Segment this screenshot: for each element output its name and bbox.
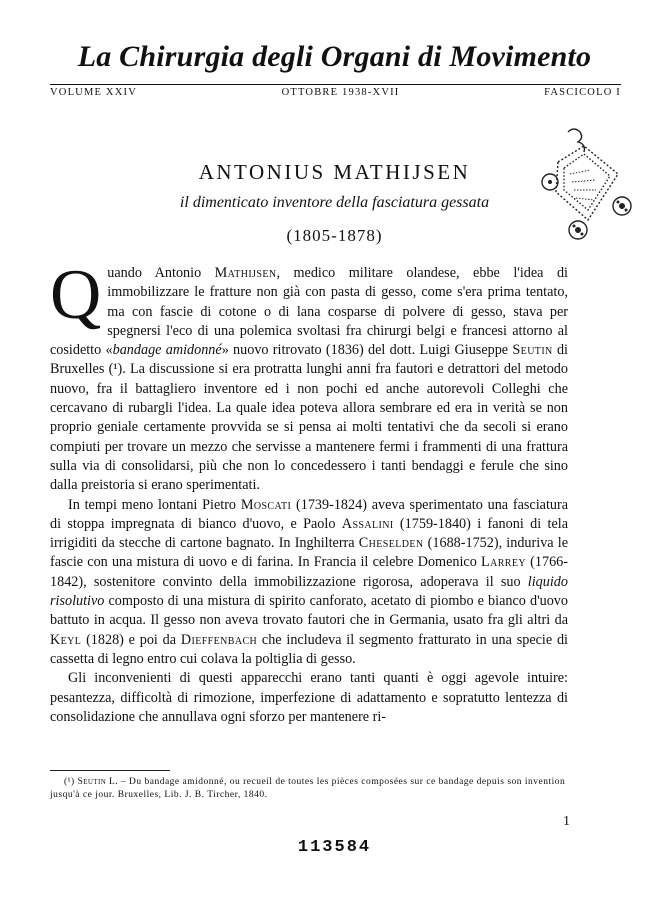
- article-dates: (1805-1878): [286, 226, 383, 245]
- p2-text-6: composto di una mistura di spirito canforato, acetato di piombo e bianco d'uovo battuto in acqua. Il gesso non aveva trovato fautori che in Germania, usato fra gli altri da: [50, 593, 568, 629]
- name-assalini: Assalini: [341, 515, 394, 532]
- p1-text-4: di Bruxelles (¹). La discussione si era protratta lunghi anni fra fautori e detrattori del metodo nuovo, fra il battagliero inventore ed i non pochi ed anche autorevoli Colleghi che cercavano di rubargli l'idea. La quale idea poteva allora sembrare ed era in verità se non proprio geniale certamente provvida se si pensa ai molti tentativi che da secoli si erano compiuti per trovare un mezzo che servisse a mantenere fermi i frammenti di una frattura sulla via di consolidarsi, più che non lo concedessero i tanti bendaggi e ferule che sino dalla preistoria si erano sperimentati.: [50, 342, 568, 494]
- footnote-marker: (¹): [64, 777, 75, 787]
- p2-text-2: (1739-1824) aveva sperimentato una fasciatura di stoppa impregnata di bianco d'uovo, e Paolo: [50, 496, 568, 532]
- p1-text-2: , medico militare olandese, ebbe l'idea di immobilizzare le fratture non già con pasta di gesso, come s'era prima tentato, ma con fascie di cotone o di lana cosparse di polvere di gesso, stava per spegnersi l'eco di una polemica svoltasi fra chirurgi belgi e francesi attorno al cosidetto «: [50, 265, 568, 359]
- page-number: 1: [563, 814, 570, 829]
- article-subtitle: il dimenticato inventore della fasciatura gessata: [179, 194, 490, 211]
- name-mathijsen: Mathijsen: [214, 265, 277, 281]
- p2-text-5: (1766-1842), sostenitore convinto della immobilizzazione rigorosa, adoperava il suo: [50, 554, 569, 590]
- journal-title: La Chirurgia degli Organi di Movimento: [77, 40, 592, 73]
- paragraph-3: [50, 669, 568, 727]
- term-bandage-amidonne: bandage amidonné: [112, 342, 222, 359]
- p2-text-4: (1688-1752), induriva le fascie con una mistura di uovo e di farina. In Francia il celebre Domenico: [50, 535, 568, 571]
- term-liquido-risolutivo: liquido risolutivo: [50, 573, 568, 610]
- name-keyl: Keyl: [50, 631, 82, 648]
- issue-number: FASCICOLO I: [544, 87, 621, 98]
- p2-text-7: (1828) e poi da: [81, 631, 181, 648]
- footnote-author: Seutin L.: [77, 777, 118, 787]
- footnote: [50, 776, 568, 801]
- p2-text-3: (1759-1840) i fanoni di tela irrigiditi da stecche di cartone bagnato. In Inghilterra: [50, 515, 568, 552]
- name-cheselden: Cheselden: [358, 535, 424, 552]
- volume-label: VOLUME XXIV: [50, 87, 137, 98]
- name-moscati: Moscati: [240, 496, 292, 513]
- p1-text-1: uando Antonio: [107, 265, 215, 281]
- drop-cap: Q: [50, 256, 102, 334]
- footnote-divider: [50, 770, 170, 771]
- article-body: [50, 256, 569, 727]
- footnote-text: [50, 776, 568, 801]
- article-title: ANTONIUS MATHIJSEN: [198, 160, 471, 184]
- catalog-number: 113584: [297, 838, 372, 857]
- name-dieffenbach: Dieffenbach: [180, 631, 258, 648]
- p3-text-1: Gli inconvenienti di questi apparecchi erano tanti quanti è oggi agevole intuire: pesantezza, difficoltà di rimozione, imperfezione di adattamento e sopratutto lentezza di consolidazione che annullava ogni sforzo per mantenere ri-: [50, 670, 568, 725]
- name-seutin: Seutin: [512, 342, 553, 359]
- p2-text-1: In tempi meno lontani Pietro: [68, 496, 241, 513]
- paragraph-1: [50, 256, 568, 496]
- paragraph-2: [50, 496, 568, 670]
- p1-text-3: » nuovo ritrovato (1836) del dott. Luigi Giuseppe: [221, 342, 513, 359]
- name-larrey: Larrey: [481, 554, 526, 571]
- journal-meta-row: [50, 84, 621, 98]
- p2-text-8: che includeva il segmento fratturato in una specie di cassetta di legno entro cui colava la poltiglia di gesso.: [50, 631, 568, 667]
- footnote-citation: – Du bandage amidonné, ou recueil de toutes les pièces composées sur ce bandage depuis son invention jusqu'à ce jour. Bruxelles, Lib. J. B. Tircher, 1840.: [50, 777, 566, 800]
- issue-date: OTTOBRE 1938-XVII: [281, 87, 400, 98]
